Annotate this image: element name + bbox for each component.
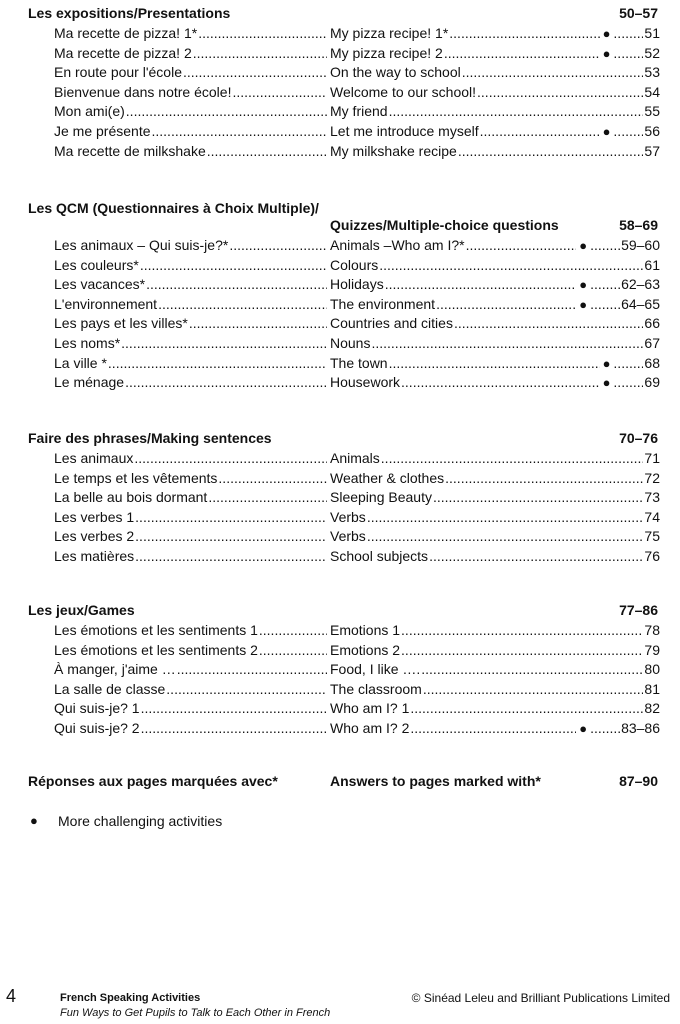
french-title-cell — [54, 621, 328, 640]
dot-leader — [125, 373, 327, 392]
dot-leader — [410, 719, 576, 738]
french-title-cell — [54, 449, 328, 468]
section-subheading — [330, 217, 658, 233]
dot-leader — [189, 314, 327, 333]
dot-leader — [429, 547, 643, 566]
english-title: Housework — [330, 374, 401, 391]
french-title: À manger, j'aime … — [54, 661, 176, 678]
english-title: Welcome to our school! — [330, 83, 477, 100]
dot-leader — [462, 63, 644, 82]
page-ref: 52 — [644, 44, 660, 61]
dot-leader — [389, 354, 600, 373]
toc-entry — [54, 641, 660, 660]
english-title: Verbs — [330, 508, 366, 525]
english-title: Countries and cities — [330, 315, 453, 332]
english-title-cell — [330, 295, 660, 314]
english-title: School subjects — [330, 548, 429, 564]
english-title: The classroom — [330, 680, 422, 697]
english-title: Verbs — [330, 528, 366, 545]
english-title-cell — [330, 699, 660, 718]
section-pages: 58–69 — [619, 217, 658, 233]
english-title-cell — [330, 641, 660, 660]
dot-leader — [590, 275, 620, 294]
english-title: On the way to school — [330, 64, 461, 81]
french-title-cell — [54, 373, 328, 392]
french-title-cell — [54, 24, 328, 43]
dot-leader — [177, 660, 327, 679]
dot-leader — [371, 334, 643, 353]
page-ref: 57 — [644, 142, 660, 159]
toc-entry — [54, 102, 660, 121]
toc-entry — [54, 44, 660, 63]
french-title: Les vacances* — [54, 276, 146, 293]
french-title-cell — [54, 488, 328, 507]
page-ref: 72 — [644, 469, 660, 486]
dot-leader — [590, 236, 620, 255]
page-ref: 81 — [644, 680, 660, 697]
french-title: Les animaux – Qui suis-je?* — [54, 237, 229, 253]
french-title-cell — [54, 256, 328, 275]
toc-entry — [54, 142, 660, 161]
toc-entry — [54, 24, 660, 43]
toc-entry — [54, 699, 660, 718]
dot-leader — [367, 527, 644, 546]
dot-leader — [140, 256, 327, 275]
french-title-cell — [54, 699, 328, 718]
dot-leader — [135, 527, 327, 546]
section-subtitle: Quizzes/Multiple-choice questions — [330, 217, 559, 233]
page-ref: 76 — [644, 548, 660, 564]
toc-entry — [54, 660, 660, 679]
english-title: Sleeping Beauty — [330, 489, 432, 506]
toc-entry — [54, 449, 660, 468]
english-title-cell — [330, 256, 660, 275]
english-title: The environment — [330, 295, 436, 312]
toc-entry — [54, 354, 660, 373]
dot-leader — [613, 373, 643, 392]
toc-entry — [54, 83, 660, 102]
toc-entry — [54, 469, 660, 488]
french-title-cell — [54, 547, 328, 566]
dot-leader — [433, 488, 643, 507]
dot-leader — [141, 699, 327, 718]
english-title-cell — [330, 63, 660, 82]
english-title-cell — [330, 469, 660, 488]
dot-leader — [385, 275, 577, 294]
french-title: Les verbes 1 — [54, 508, 135, 525]
page-ref: 80 — [644, 661, 660, 678]
dot-leader — [183, 63, 327, 82]
section-heading — [28, 200, 658, 216]
english-title-cell — [330, 142, 660, 161]
toc-entry — [54, 295, 660, 314]
french-title: Je me présente — [54, 123, 151, 139]
french-title-cell — [54, 508, 328, 527]
english-title-cell — [330, 354, 660, 373]
english-title-cell — [330, 547, 660, 566]
french-title: Mon ami(e) — [54, 103, 125, 120]
page-ref: 61 — [644, 256, 660, 273]
dot-leader — [207, 142, 327, 161]
dot-leader — [367, 508, 644, 527]
french-title-cell — [54, 314, 328, 333]
french-title: Ma recette de milkshake — [54, 142, 206, 159]
dot-leader — [135, 547, 327, 566]
toc-entry — [54, 63, 660, 82]
dot-leader — [259, 641, 327, 660]
french-title-cell — [54, 334, 328, 353]
section-heading — [28, 5, 658, 21]
bullet-icon: ● — [30, 813, 38, 828]
book-title: French Speaking Activities — [60, 992, 201, 1004]
dot-leader — [379, 256, 643, 275]
english-title: Animals — [330, 450, 380, 466]
dot-leader — [141, 719, 327, 738]
page-ref: 71 — [644, 450, 660, 466]
dot-leader — [218, 469, 327, 488]
dot-leader — [259, 621, 327, 640]
dot-leader — [401, 621, 643, 640]
dot-leader — [401, 641, 643, 660]
page-ref: 68 — [644, 354, 660, 371]
section-title: Les expositions/Presentations — [28, 5, 231, 21]
english-title-cell — [330, 527, 660, 546]
toc-entry — [54, 334, 660, 353]
page-ref: 55 — [644, 103, 660, 120]
answers-french: Réponses aux pages marquées avec* — [28, 773, 278, 789]
french-title: Les noms* — [54, 335, 121, 351]
french-title-cell — [54, 527, 328, 546]
french-title: Les pays et les villes* — [54, 315, 188, 332]
french-title: Ma recette de pizza! 2 — [54, 44, 192, 61]
dot-leader — [108, 354, 327, 373]
dot-leader — [152, 122, 328, 141]
answers-english: Answers to pages marked with* — [330, 773, 541, 789]
toc-entry — [54, 547, 660, 566]
dot-leader — [613, 44, 643, 63]
french-title: Bienvenue dans notre école! — [54, 83, 232, 100]
dot-leader — [445, 469, 643, 488]
french-title: Les couleurs* — [54, 256, 139, 273]
dot-leader — [232, 83, 327, 102]
english-title: Weather & clothes — [330, 469, 445, 486]
page-ref: 73 — [644, 489, 660, 506]
french-title-cell — [54, 102, 328, 121]
french-title: Les émotions et les sentiments 1 — [54, 622, 258, 638]
toc-entry — [54, 373, 660, 392]
french-title: Ma recette de pizza! 1* — [54, 25, 198, 41]
english-title: Colours — [330, 256, 379, 273]
dot-leader — [166, 680, 327, 699]
english-title-cell — [330, 24, 660, 43]
french-title-cell — [54, 469, 328, 488]
toc-entry — [54, 122, 660, 141]
legend — [30, 813, 222, 829]
page-ref: 67 — [644, 335, 660, 351]
dot-leader — [229, 236, 327, 255]
toc-entry — [54, 488, 660, 507]
section-heading — [28, 430, 658, 446]
english-title-cell — [330, 621, 660, 640]
english-title-cell — [330, 44, 660, 63]
english-title-cell — [330, 680, 660, 699]
french-title-cell — [54, 142, 328, 161]
page-ref: 82 — [644, 700, 660, 717]
english-title-cell — [330, 660, 660, 679]
french-title-cell — [54, 63, 328, 82]
french-title-cell — [54, 295, 328, 314]
dot-leader — [193, 44, 327, 63]
english-title-cell — [330, 508, 660, 527]
dot-leader — [126, 102, 327, 121]
dot-leader — [590, 719, 620, 738]
page-ref: 75 — [644, 528, 660, 545]
dot-leader — [466, 236, 577, 255]
french-title-cell — [54, 680, 328, 699]
dot-leader — [613, 122, 643, 141]
dot-leader — [444, 44, 600, 63]
french-title: Les animaux — [54, 450, 134, 466]
dot-leader — [477, 83, 643, 102]
french-title-cell — [54, 44, 328, 63]
page-ref: 74 — [644, 508, 660, 525]
dot-leader — [590, 295, 620, 314]
dot-leader — [121, 334, 327, 353]
french-title-cell — [54, 719, 328, 738]
french-title: Le temps et les vêtements — [54, 469, 218, 486]
english-title-cell — [330, 275, 660, 294]
french-title: Les verbes 2 — [54, 528, 135, 545]
dot-leader — [134, 449, 327, 468]
dot-leader — [410, 699, 643, 718]
french-title-cell — [54, 122, 328, 141]
english-title: Holidays — [330, 276, 384, 293]
dot-leader — [198, 24, 327, 43]
dot-leader — [208, 488, 327, 507]
english-title-cell — [330, 236, 660, 255]
bullet-icon: ● — [579, 721, 588, 736]
english-title: My pizza recipe! 1* — [330, 25, 449, 41]
book-subtitle: Fun Ways to Get Pupils to Talk to Each Other in French — [60, 1007, 331, 1019]
french-title: La ville * — [54, 354, 107, 371]
dot-leader — [423, 680, 644, 699]
english-title: Emotions 2 — [330, 641, 401, 658]
page-ref: 79 — [644, 641, 660, 658]
bullet-icon: ● — [602, 124, 611, 139]
english-title: The town — [330, 354, 388, 371]
page-ref: 51 — [644, 25, 660, 41]
english-title: Animals –Who am I?* — [330, 237, 465, 253]
french-title-cell — [54, 660, 328, 679]
page-ref: 66 — [644, 315, 660, 332]
dot-leader — [436, 295, 576, 314]
french-title-cell — [54, 641, 328, 660]
toc-entry — [54, 621, 660, 640]
english-title-cell — [330, 122, 660, 141]
page-ref: 78 — [644, 622, 660, 638]
english-title-cell — [330, 449, 660, 468]
section-title: Les QCM (Questionnaires à Choix Multiple)/ — [28, 200, 319, 216]
english-title-cell — [330, 719, 660, 738]
dot-leader — [421, 660, 643, 679]
french-title: Qui suis-je? 2 — [54, 720, 140, 736]
toc-entry — [54, 236, 660, 255]
french-title: En route pour l'école — [54, 64, 182, 81]
dot-leader — [458, 142, 644, 161]
dot-leader — [449, 24, 599, 43]
section-title: Les jeux/Games — [28, 602, 135, 618]
page-ref: 83–86 — [621, 720, 660, 736]
french-title-cell — [54, 354, 328, 373]
english-title-cell — [330, 334, 660, 353]
french-title-cell — [54, 83, 328, 102]
english-title: Nouns — [330, 335, 371, 351]
dot-leader — [146, 275, 327, 294]
bullet-icon: ● — [602, 375, 611, 391]
page-ref: 53 — [644, 64, 660, 81]
english-title: My friend — [330, 103, 388, 120]
toc-entry — [54, 527, 660, 546]
page-ref: 62–63 — [621, 276, 660, 293]
french-title: Les émotions et les sentiments 2 — [54, 641, 258, 658]
dot-leader — [613, 24, 643, 43]
page-ref: 69 — [644, 374, 660, 391]
french-title: Le ménage — [54, 374, 125, 391]
bullet-icon: ● — [579, 238, 588, 253]
english-title-cell — [330, 373, 660, 392]
page-ref: 54 — [644, 83, 660, 100]
french-title: Les matières — [54, 548, 135, 564]
english-title: My pizza recipe! 2 — [330, 44, 443, 61]
french-title: La salle de classe — [54, 680, 166, 697]
french-title-cell — [54, 236, 328, 255]
toc-entry — [54, 508, 660, 527]
page-number: 4 — [6, 986, 17, 1006]
english-title: Let me introduce myself — [330, 123, 479, 139]
page-ref: 59–60 — [621, 237, 660, 253]
section-pages: 50–57 — [619, 5, 658, 21]
bullet-icon: ● — [602, 26, 611, 41]
page-ref: 64–65 — [621, 295, 660, 312]
toc-entry — [54, 256, 660, 275]
bullet-icon: ● — [602, 45, 611, 61]
toc-entry — [54, 719, 660, 738]
english-title: Emotions 1 — [330, 622, 401, 638]
english-title-cell — [330, 102, 660, 121]
toc-entry — [54, 680, 660, 699]
answers-pages: 87–90 — [619, 773, 658, 789]
dot-leader — [613, 354, 643, 373]
english-title-cell — [330, 83, 660, 102]
bullet-icon: ● — [579, 296, 588, 312]
english-title-cell — [330, 488, 660, 507]
legend-text: More challenging activities — [58, 813, 223, 829]
french-title: La belle au bois dormant — [54, 489, 208, 506]
section-heading — [28, 602, 658, 618]
dot-leader — [158, 295, 327, 314]
bullet-icon: ● — [579, 277, 588, 293]
french-title-cell — [54, 275, 328, 294]
english-title: Who am I? 1 — [330, 700, 410, 717]
section-pages: 77–86 — [619, 602, 658, 618]
dot-leader — [454, 314, 643, 333]
toc-entry — [54, 314, 660, 333]
dot-leader — [381, 449, 644, 468]
copyright: © Sinéad Leleu and Brilliant Publications Limited — [411, 991, 670, 1005]
section-pages: 70–76 — [619, 430, 658, 446]
french-title: Qui suis-je? 1 — [54, 700, 140, 717]
dot-leader — [135, 508, 327, 527]
dot-leader — [401, 373, 600, 392]
french-title: L'environnement — [54, 295, 158, 312]
bullet-icon: ● — [602, 355, 611, 371]
english-title: Food, I like …. — [330, 661, 421, 678]
dot-leader — [389, 102, 644, 121]
toc-entry — [54, 275, 660, 294]
english-title: Who am I? 2 — [330, 720, 410, 736]
section-title: Faire des phrases/Making sentences — [28, 430, 272, 446]
page-ref: 56 — [644, 123, 660, 139]
dot-leader — [480, 122, 600, 141]
english-title: My milkshake recipe — [330, 142, 457, 159]
english-title-cell — [330, 314, 660, 333]
